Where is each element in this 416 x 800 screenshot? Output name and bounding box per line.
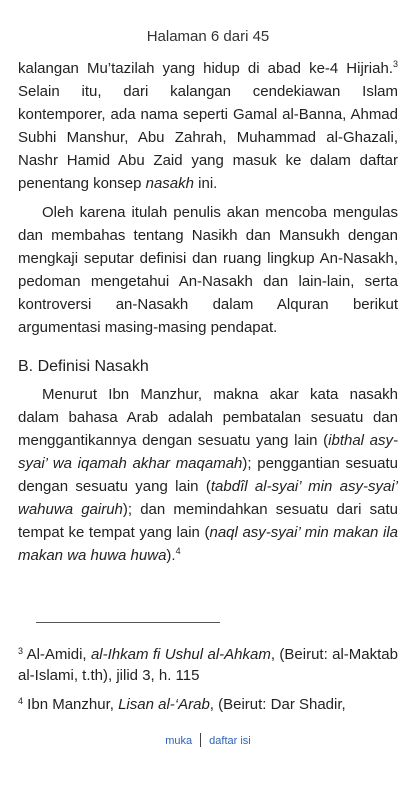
arabic-phrase-1: ibthal asy-syai’ wa iqamah akhar maqamah — [18, 432, 398, 472]
footnote-ref-3[interactable]: 3 — [392, 59, 398, 69]
paragraph-3: Menurut Ibn Manzhur, makna akar kata nasakh dalam bahasa Arab adalah pembatalan sesuatu dan menggantikannya dengan sesuatu yang lain (ibthal asy-syai’ wa iqamah akhar maqamah); penggantian sesuatu dengan sesuatu yang lain (tabdîl al-syai’ min asy-syai’ wahuwa gairuh); dan memindahkan sesuatu dari satu tempat ke tempat yang lain (naql asy-syai’ min makan ila makan wa huwa huwa).$^4$ — [18, 386, 399, 564]
table-of-contents-link[interactable]: daftar isi — [209, 735, 251, 747]
page-navigation — [0, 733, 416, 749]
footnote-3: $^3$ Al-Amidi, al-Ihkam fi Ushul al-Ahkam, (Beirut: al-Maktab al-Islami, t.th), jilid 3, h. 115 — [18, 646, 398, 684]
footnotes — [18, 644, 398, 715]
page-number-header: Halaman 6 dari 45 — [146, 28, 270, 45]
paragraph-1: kalangan Mu’tazilah yang hidup di abad ke-4 Hijriah.$^3$ Selain itu, dari kalangan cendekiawan Islam kontemporer, ada nama seperti Gamal al-Banna, Ahmad Subhi Manshur, Abu Zahrah, Muhammad al-Ghazali, Nashr Hamid Abu Zaid yang masuk ke dalam daftar penentang konsep nasakh ini. — [18, 59, 398, 192]
nav-separator — [200, 733, 201, 747]
paragraph-2: Oleh karena itulah penulis akan mencoba mengulas dan membahas tentang Nasikh dan Mansukh dengan mengkaji seputar definisi dan ruang lingkup An-Nasakh, pedoman mengetahui An-Nasakh dan lain-lain, serta kontroversi an-Nasakh dalam Alquran berikut argumentasi masing-masing pendapat. — [18, 204, 398, 336]
arabic-phrase-2: tabdîl al-syai’ min asy-syai’ wahuwa gairuh — [18, 478, 398, 518]
term-nasakh: nasakh — [145, 175, 194, 192]
footnote-4: $^4$ Ibn Manzhur, Lisan al-‘Arab, (Beirut: Dar Shadir, — [18, 696, 346, 713]
arabic-phrase-3: naql asy-syai’ min makan ila makan wa huwa huwa — [18, 524, 399, 564]
section-heading: B. Definisi Nasakh — [18, 358, 149, 375]
body-text — [18, 57, 398, 567]
footnote-ref-4[interactable]: 4 — [175, 546, 181, 556]
home-link[interactable]: muka — [165, 735, 193, 747]
footnote-divider — [36, 622, 220, 623]
